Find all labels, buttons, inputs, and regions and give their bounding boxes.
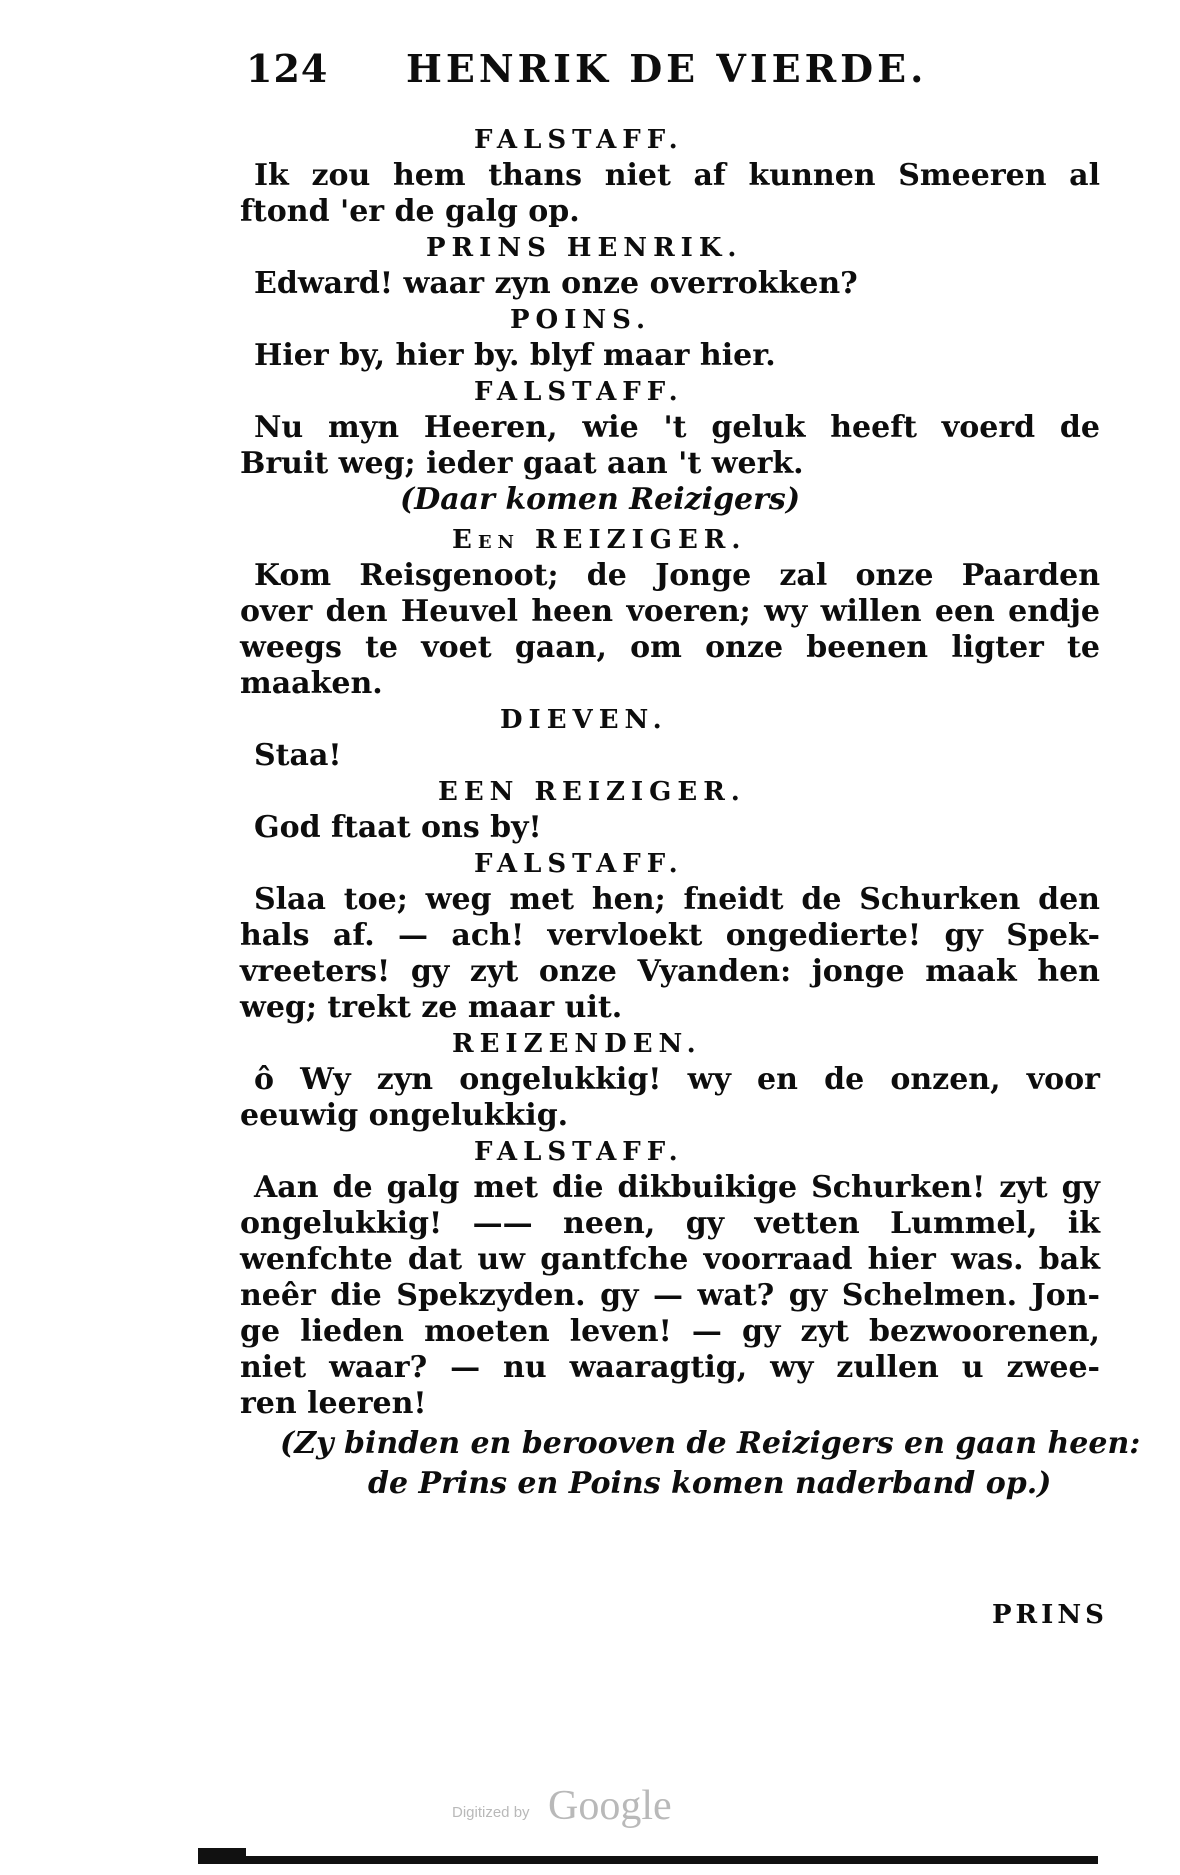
dialogue-line: weg; trekt ze maar uit. (240, 990, 623, 1025)
stage-direction: (Daar komen Reizigers) (400, 482, 801, 517)
dialogue-line: hals af. — ach! vervloekt ongedierte! gy Spek- (240, 918, 1100, 953)
dialogue-line: Aan de galg met die dikbuikige Schurken! zyt gy (254, 1170, 1100, 1205)
speaker-heading: DIEVEN. (500, 705, 668, 735)
dialogue-line: ftond 'er de galg op. (240, 194, 580, 229)
page-edge-bar (198, 1856, 1098, 1864)
speaker-heading: FALSTAFF. (474, 1137, 684, 1167)
dialogue-line: Edward! waar zyn onze overrokken? (254, 266, 858, 301)
dialogue-line: weegs te voet gaan, om onze beenen ligter te (240, 630, 1100, 665)
speaker-heading: FALSTAFF. (474, 125, 684, 155)
dialogue-line: ren leeren! (240, 1386, 427, 1421)
google-logo: Google (548, 1783, 672, 1829)
dialogue-line: Slaa toe; weg met hen; fneidt de Schurken den (254, 882, 1100, 917)
digitized-watermark (452, 1782, 692, 1832)
dialogue-line: neêr die Spekzyden. gy — wat? gy Schelmen. Jon- (240, 1278, 1100, 1313)
dialogue-line: ô Wy zyn ongelukkig! wy en de onzen, voor (254, 1062, 1100, 1097)
dialogue-line: Nu myn Heeren, wie 't geluk heeft voerd de (254, 410, 1100, 445)
dialogue-line: God ftaat ons by! (254, 810, 542, 845)
stage-direction: de Prins en Poins komen naderband op.) (368, 1466, 1052, 1501)
dialogue-line: Kom Reisgenoot; de Jonge zal onze Paarden (254, 558, 1100, 593)
dialogue-line: maaken. (240, 666, 383, 701)
speaker-heading: REIZENDEN. (452, 1029, 702, 1059)
dialogue-line: ongelukkig! —— neen, gy vetten Lummel, ik (240, 1206, 1100, 1241)
dialogue-line: Hier by, hier by. blyf maar hier. (254, 338, 776, 373)
page-header (246, 46, 946, 96)
stage-direction: (Zy binden en berooven de Reizigers en gaan heen: (280, 1426, 1141, 1461)
speaker-heading: PRINS HENRIK. (426, 233, 743, 263)
dialogue-line: vreeters! gy zyt onze Vyanden: jonge maak hen (240, 954, 1100, 989)
running-title: HENRIK DE VIERDE. (406, 46, 928, 91)
speaker-heading: POINS. (510, 305, 652, 335)
dialogue-line: eeuwig ongelukkig. (240, 1098, 569, 1133)
dialogue-line: niet waar? — nu waaragtig, wy zullen u zwee- (240, 1350, 1100, 1385)
speaker-heading: FALSTAFF. (474, 377, 684, 407)
dialogue-line: Staa! (254, 738, 342, 773)
speaker-heading: FALSTAFF. (474, 849, 684, 879)
dialogue-line: over den Heuvel heen voeren; wy willen een endje (240, 594, 1100, 629)
catchword: PRINS (992, 1600, 1108, 1630)
speaker-heading: Een REIZIGER. (452, 525, 747, 555)
dialogue-line: wenfchte dat uw gantfche voorraad hier was. bak (240, 1242, 1100, 1277)
dialogue-line: ge lieden moeten leven! — gy zyt bezwoorenen, (240, 1314, 1100, 1349)
page-number: 124 (246, 46, 329, 91)
dialogue-line: Bruit weg; ieder gaat aan 't werk. (240, 446, 804, 481)
dialogue-line: Ik zou hem thans niet af kunnen Smeeren al (254, 158, 1100, 193)
digitized-by-label: Digitized by (452, 1804, 530, 1821)
speaker-heading: EEN REIZIGER. (438, 777, 746, 807)
